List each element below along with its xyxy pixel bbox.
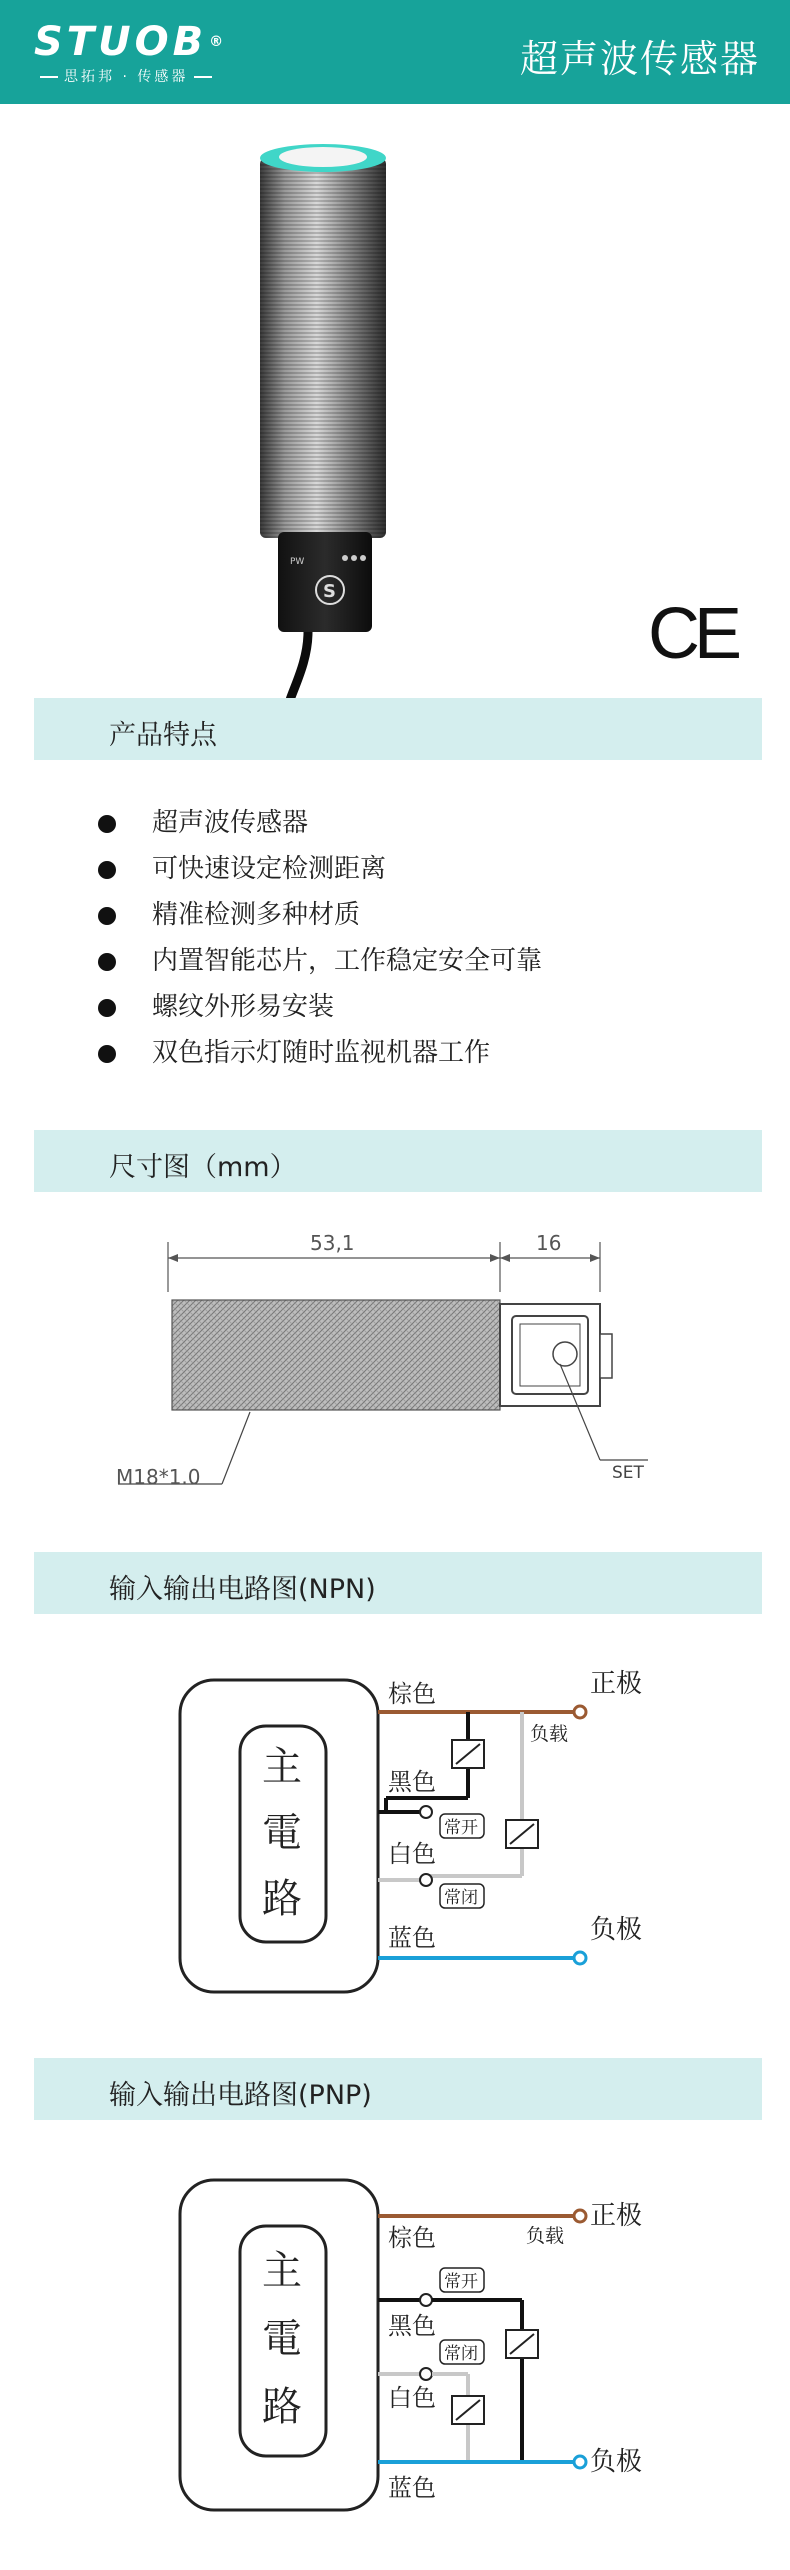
blue-wire-label: 蓝色 [388,2474,436,2502]
dimension-drawing [100,1222,680,1522]
dimensions-section-header [34,1130,762,1192]
main-circuit-char-3: 路 [262,2384,302,2430]
registered-mark: ® [209,34,228,50]
npn-title: 输入输出电路图(NPN) [109,1574,376,1605]
list-item: 内置智能芯片，工作稳定安全可靠 [96,938,542,984]
negative-terminal-label: 负极 [590,2447,643,2477]
main-circuit-char-2: 電 [262,2316,302,2362]
head-drawing [500,1304,600,1406]
white-wire-label: 白色 [388,2384,436,2412]
pnp-title: 输入输出电路图(PNP) [109,2080,372,2111]
set-button-label: S [323,581,336,602]
thread-spec-label: M18*1.0 [116,1465,201,1489]
main-circuit-char-1: 主 [262,2248,302,2294]
brown-wire-label: 棕色 [388,2224,436,2252]
bullet-icon [98,953,116,971]
npn-circuit-diagram [0,1640,790,2000]
blue-wire-label: 蓝色 [388,1924,436,1952]
load-label: 负载 [526,2225,565,2247]
set-label: SET [612,1463,644,1483]
features-title: 产品特点 [109,720,217,751]
normally-closed-label: 常闭 [444,2344,478,2364]
dimensions-title: 尺寸图（mm） [109,1152,297,1183]
main-circuit-char-3: 路 [262,1876,302,1922]
page-title: 超声波传感器 [519,37,760,81]
npn-section-header [34,1552,762,1614]
normally-open-label: 常开 [444,2272,478,2292]
bullet-icon [98,907,116,925]
bullet-icon [98,1045,116,1063]
list-item: 可快速设定检测距离 [96,846,542,892]
product-image [250,140,400,700]
positive-terminal-label: 正极 [590,1669,643,1699]
black-wire-label: 黑色 [388,2312,436,2340]
thread-body-drawing [172,1300,500,1410]
brown-wire-label: 棕色 [388,1680,436,1708]
head-length-label: 16 [536,1231,562,1255]
pw-led-label: PW [290,557,305,567]
main-circuit-char-2: 電 [262,1810,302,1856]
list-item: 双色指示灯随时监视机器工作 [96,1030,542,1076]
bullet-icon [98,815,116,833]
feature-list [96,800,542,1076]
pnp-section-header [34,2058,762,2120]
list-item: 精准检测多种材质 [96,892,542,938]
list-item: 超声波传感器 [96,800,542,846]
bullet-icon [98,999,116,1017]
bullet-icon [98,861,116,879]
normally-open-label: 常开 [444,1818,478,1838]
white-wire-label: 白色 [388,1840,436,1868]
load-label: 负载 [530,1723,569,1745]
logo-subtitle: 思拓邦 · 传感器 [64,69,189,85]
negative-terminal-label: 负极 [590,1915,643,1945]
list-item: 螺纹外形易安装 [96,984,542,1030]
sensor-cable [290,632,308,700]
features-section-header [34,698,762,760]
brand-logo[interactable] [34,19,228,86]
positive-terminal-label: 正极 [590,2201,643,2231]
main-circuit-char-1: 主 [262,1744,302,1790]
ce-mark: CE [648,594,737,674]
page-header [0,0,790,104]
body-length-label: 53,1 [310,1231,355,1255]
normally-closed-label: 常闭 [444,1888,478,1908]
pnp-circuit-diagram [0,2160,790,2560]
black-wire-label: 黑色 [388,1768,436,1796]
logo-text: STUOB [34,19,208,65]
